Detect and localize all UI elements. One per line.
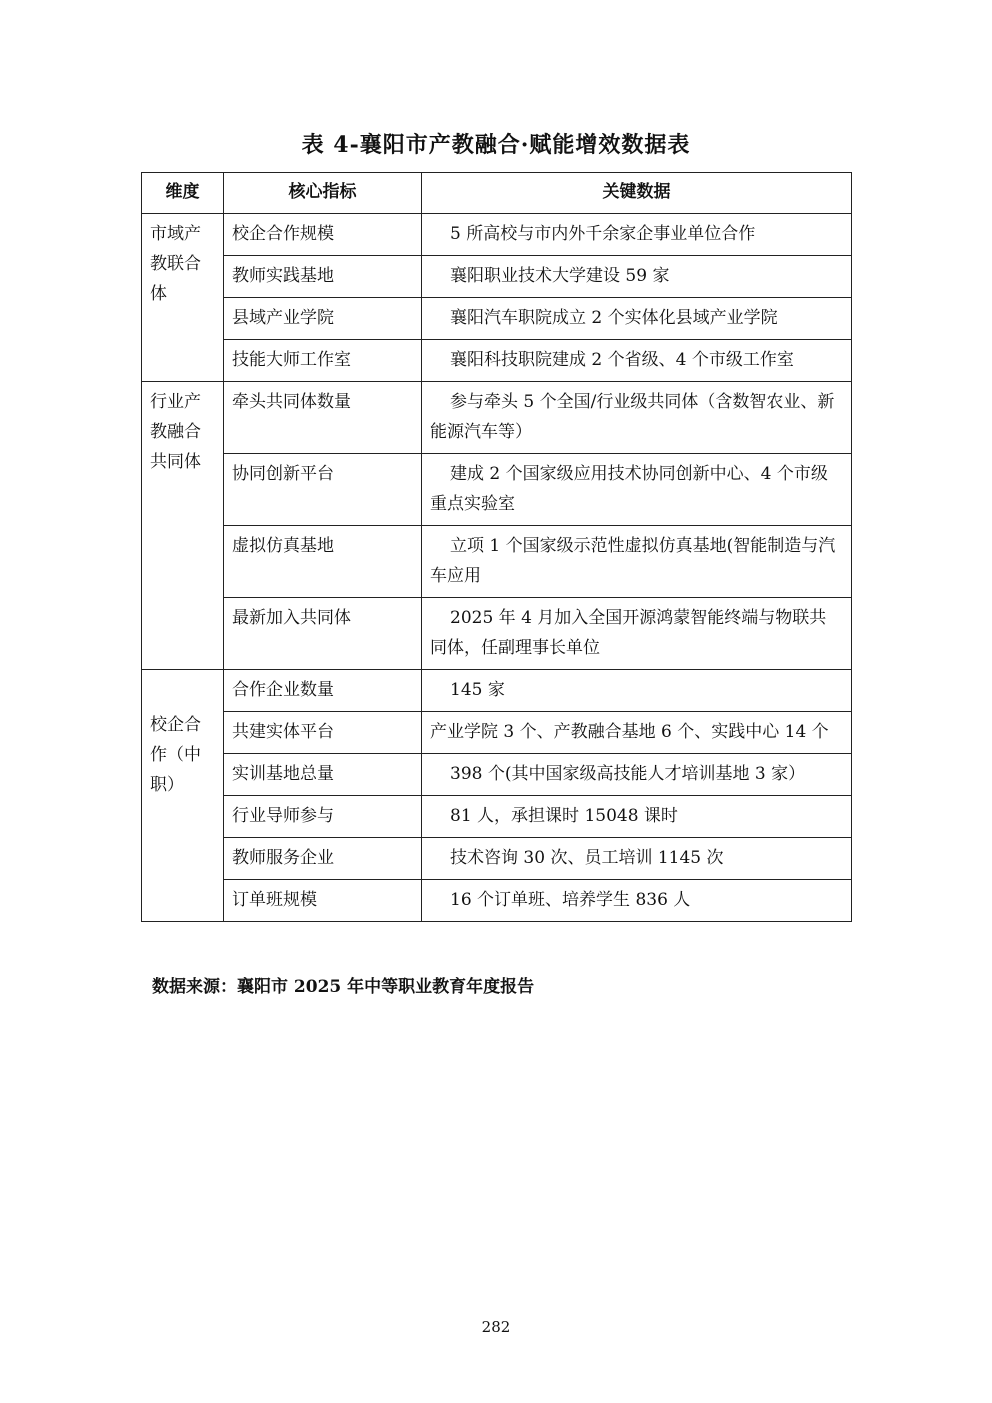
table-row (142, 214, 852, 256)
indicator-cell: 行业导师参与 (224, 796, 422, 838)
value-cell (422, 340, 852, 382)
value-text: 2025 年 4 月加入全国开源鸿蒙智能终端与物联共同体，任副理事长单位 (430, 608, 827, 658)
indicator-cell: 教师服务企业 (224, 838, 422, 880)
dimension-cell: 行业产教融合共同体 (142, 382, 224, 670)
indicator-cell: 牵头共同体数量 (224, 382, 422, 454)
value-text: 145 家 (450, 680, 505, 700)
indicator-cell: 最新加入共同体 (224, 598, 422, 670)
table-row (142, 256, 852, 298)
indicator-cell: 县域产业学院 (224, 298, 422, 340)
value-text: 建成 2 个国家级应用技术协同创新中心、4 个市级重点实验室 (430, 464, 828, 514)
table-row (142, 598, 852, 670)
header-dimension: 维度 (142, 173, 224, 214)
table-row (142, 838, 852, 880)
value-text: 襄阳汽车职院成立 2 个实体化县域产业学院 (450, 308, 778, 328)
table-row (142, 712, 852, 754)
indicator-cell: 实训基地总量 (224, 754, 422, 796)
table-row (142, 754, 852, 796)
value-text: 81 人，承担课时 15048 课时 (450, 806, 678, 826)
value-text: 立项 1 个国家级示范性虚拟仿真基地(智能制造与汽车应用 (430, 536, 836, 586)
value-cell: 产业学院 3 个、产教融合基地 6 个、实践中心 14 个 (422, 712, 852, 754)
value-text: 襄阳科技职院建成 2 个省级、4 个市级工作室 (450, 350, 794, 370)
table-row (142, 670, 852, 712)
table-row (142, 298, 852, 340)
value-cell (422, 880, 852, 922)
data-source-note: 数据来源：襄阳市 2025 年中等职业教育年度报告 (152, 977, 535, 997)
value-cell (422, 754, 852, 796)
table-row (142, 526, 852, 598)
page-number: 282 (481, 1318, 511, 1336)
value-cell (422, 598, 852, 670)
table-row (142, 880, 852, 922)
table-row (142, 340, 852, 382)
header-indicator: 核心指标 (224, 173, 422, 214)
header-key-data: 关键数据 (422, 173, 852, 214)
table-title: 表 4-襄阳市产教融合·赋能增效数据表 (301, 132, 691, 158)
value-cell (422, 382, 852, 454)
value-cell (422, 214, 852, 256)
indicator-cell: 教师实践基地 (224, 256, 422, 298)
value-text: 16 个订单班、培养学生 836 人 (450, 890, 691, 910)
value-text: 398 个(其中国家级高技能人才培训基地 3 家） (450, 764, 806, 784)
indicator-cell: 技能大师工作室 (224, 340, 422, 382)
indicator-cell: 虚拟仿真基地 (224, 526, 422, 598)
indicator-cell: 合作企业数量 (224, 670, 422, 712)
dimension-cell: 市域产教联合体 (142, 214, 224, 382)
indicator-cell: 共建实体平台 (224, 712, 422, 754)
indicator-cell: 校企合作规模 (224, 214, 422, 256)
value-cell (422, 454, 852, 526)
dimension-cell: 校企合作（中职） (142, 670, 224, 922)
value-cell (422, 298, 852, 340)
value-text: 襄阳职业技术大学建设 59 家 (450, 266, 670, 286)
value-cell (422, 526, 852, 598)
value-cell (422, 670, 852, 712)
table-header-row (142, 173, 852, 214)
value-cell (422, 256, 852, 298)
value-cell (422, 838, 852, 880)
indicator-cell: 订单班规模 (224, 880, 422, 922)
table-row (142, 796, 852, 838)
table-row (142, 382, 852, 454)
value-text: 技术咨询 30 次、员工培训 1145 次 (450, 848, 724, 868)
value-cell (422, 796, 852, 838)
value-text: 5 所高校与市内外千余家企事业单位合作 (450, 224, 756, 244)
indicator-cell: 协同创新平台 (224, 454, 422, 526)
value-text: 参与牵头 5 个全国/行业级共同体（含数智农业、新能源汽车等） (430, 392, 835, 442)
table-row (142, 454, 852, 526)
data-table (141, 172, 852, 922)
